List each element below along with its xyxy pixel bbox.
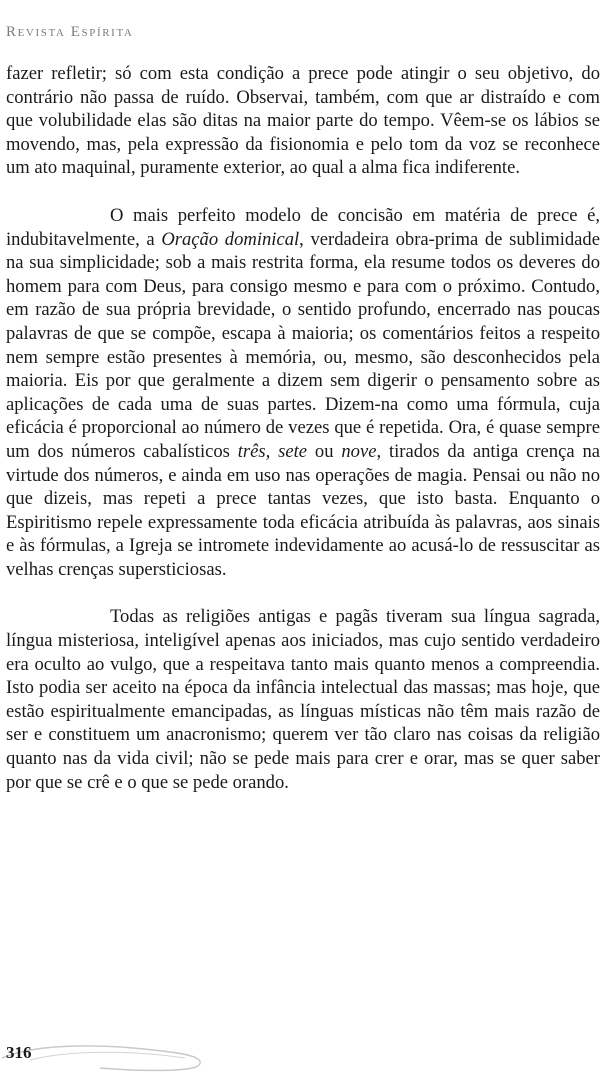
decorative-swash xyxy=(0,1038,220,1078)
nove-italic: nove xyxy=(341,440,377,462)
running-header: Revista Espírita xyxy=(6,24,134,40)
oracao-dominical-italic: Oração dominical xyxy=(161,228,300,250)
paragraph-2-part-2: , verdadeira obra-prima de sublimidade na sua simplicidade; sob a mais restrita forma, ela resume todos os deveres do homem para com Deus, para consigo mesmo e para com o próximo. Contudo, em razão de sua própria brevidade, o sentido profundo, encerrado nas poucas palavras de que se compõe, escapa à maioria; os comentários feitos a respeito nem sempre estão presentes à memória, ou, mesmo, são desconhecidos pela maioria. Eis por que geralmente a dizem sem digerir o pensamento sobre as aplicações de cada uma de suas partes. Dizem-na como uma fórmula, cuja eficácia é proporcional ao número de vezes que é repetida. Ora, é quase sempre um dos números cabalísticos xyxy=(6,228,600,462)
paragraph-2-part-4: , tirados da antiga crença na virtude dos números, e ainda em uso nas operações de magia. Pensai ou não no que dizeis, mas repeti a prece tantas vezes, que isto basta. Enquanto o Espiritismo repele expressamente toda eficácia atribuída às palavras, aos sinais e às fórmulas, a Igreja se intromete indevidamente ao acusá-lo de ressuscitar as velhas crenças supersticiosas. xyxy=(6,440,600,580)
body-text xyxy=(6,62,600,794)
paragraph-3: Todas as religiões antigas e pagãs tiveram sua língua sagrada, língua misteriosa, inteligível apenas aos iniciados, mas cujo sentido verdadeiro era oculto ao vulgo, que a respeitava tanto mais quanto menos a compreendia. Isto podia ser aceito na época da infância intelectual das massas; mas hoje, que estão espiritualmente emancipadas, as línguas místicas não têm mais razão de ser e constituem um anacronismo; querem ver tão claro nas coisas da religião quanto nas da vida civil; não se pede mais para crer e orar, mas se quer saber por que se crê e o que se pede orando. xyxy=(6,606,600,793)
paragraph-2-part-3: ou xyxy=(307,440,342,462)
tres-sete-italic: três, sete xyxy=(237,440,308,462)
page-number: 316 xyxy=(6,1043,32,1062)
paragraph-1: fazer refletir; só com esta condição a prece pode atingir o seu objetivo, do contrário não passa de ruído. Observai, também, com que ar distraído e com que volubilidade elas são ditas na maior parte do tempo. Vêem-se os lábios se movendo, mas, pela expressão da fisionomia e pelo tom da voz se reconhece um ato maquinal, puramente exterior, ao qual a alma fica indiferente. xyxy=(6,63,600,179)
paragraph-2-part-1: O mais perfeito modelo de concisão em matéria de prece é, indubitavelmente, a xyxy=(6,204,600,250)
paragraph-2 xyxy=(6,204,600,582)
